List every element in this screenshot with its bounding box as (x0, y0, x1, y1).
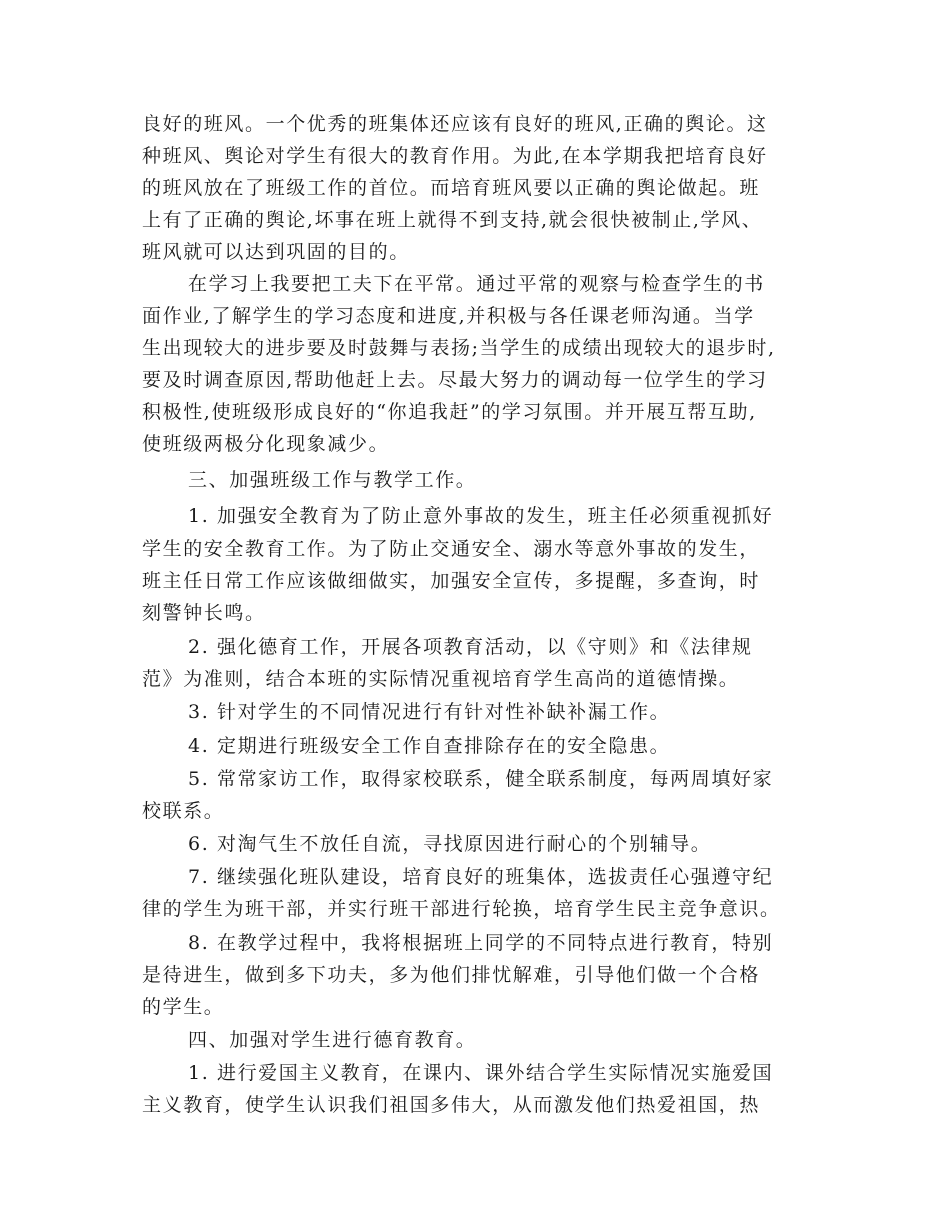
text-line: 班主任日常工作应该做细做实，加强安全宣传，多提醒，多查询，时 (142, 570, 761, 592)
text-line: 1. 进行爱国主义教育，在课内、课外结合学生实际情况实施爱国 (188, 1062, 774, 1084)
text-line: 的学生。 (142, 996, 225, 1018)
text-line: 律的学生为班干部，并实行班干部进行轮换，培育学生民主竞争意识。 (142, 898, 781, 920)
text-line: 要及时调查原因,帮助他赶上去。尽最大努力的调动每一位学生的学习 (142, 369, 768, 391)
text-line: 校联系。 (142, 800, 225, 822)
text-line: 积极性,使班级形成良好的“你追我赶”的学习氛围。并开展互帮互助, (142, 401, 757, 423)
text-line: 7. 继续强化班队建设，培育良好的班集体，选拔责任心强遵守纪 (188, 866, 774, 888)
text-line: 主义教育，使学生认识我们祖国多伟大，从而激发他们热爱祖国，热 (142, 1094, 761, 1116)
text-line: 的班风放在了班级工作的首位。而培育班风要以正确的舆论做起。班 (142, 177, 761, 199)
text-line: 2. 强化德育工作，开展各项教育活动，以《守则》和《法律规 (188, 636, 753, 658)
text-line: 是待进生，做到多下功夫，多为他们排忧解难，引导他们做一个合格 (142, 964, 761, 986)
section-heading: 四、加强对学生进行德育教育。 (188, 1029, 477, 1051)
text-line: 使班级两极分化现象减少。 (142, 433, 390, 455)
text-line: 刻警钟长鸣。 (142, 602, 266, 624)
text-line: 面作业,了解学生的学习态度和进度,并积极与各任课老师沟通。当学 (142, 305, 755, 327)
text-line: 3. 针对学生的不同情况进行有针对性补缺补漏工作。 (188, 701, 671, 723)
section-heading: 三、加强班级工作与教学工作。 (188, 469, 477, 491)
text-line: 8. 在教学过程中，我将根据班上同学的不同特点进行教育，特别 (188, 932, 774, 954)
text-line: 4. 定期进行班级安全工作自查排除存在的安全隐患。 (188, 735, 671, 757)
text-line: 学生的安全教育工作。为了防止交通安全、溺水等意外事故的发生， (142, 538, 761, 560)
text-line: 生出现较大的进步要及时鼓舞与表扬;当学生的成绩出现较大的退步时, (142, 337, 776, 359)
text-line: 上有了正确的舆论,坏事在班上就得不到支持,就会很快被制止,学风、 (142, 209, 763, 231)
text-line: 良好的班风。一个优秀的班集体还应该有良好的班风,正确的舆论。这 (142, 113, 768, 135)
text-line: 在学习上我要把工夫下在平常。通过平常的观察与检查学生的书 (188, 273, 765, 295)
text-line: 范》为准则，结合本班的实际情况重视培育学生高尚的道德情操。 (142, 668, 740, 690)
text-line: 6. 对淘气生不放任自流，寻找原因进行耐心的个别辅导。 (188, 833, 712, 855)
text-line: 种班风、舆论对学生有很大的教育作用。为此,在本学期我把培育良好 (142, 145, 768, 167)
text-line: 1. 加强安全教育为了防止意外事故的发生，班主任必须重视抓好 (188, 505, 774, 527)
text-line: 5. 常常家访工作，取得家校联系，健全联系制度，每两周填好家 (188, 768, 774, 790)
text-line: 班风就可以达到巩固的目的。 (142, 241, 410, 263)
